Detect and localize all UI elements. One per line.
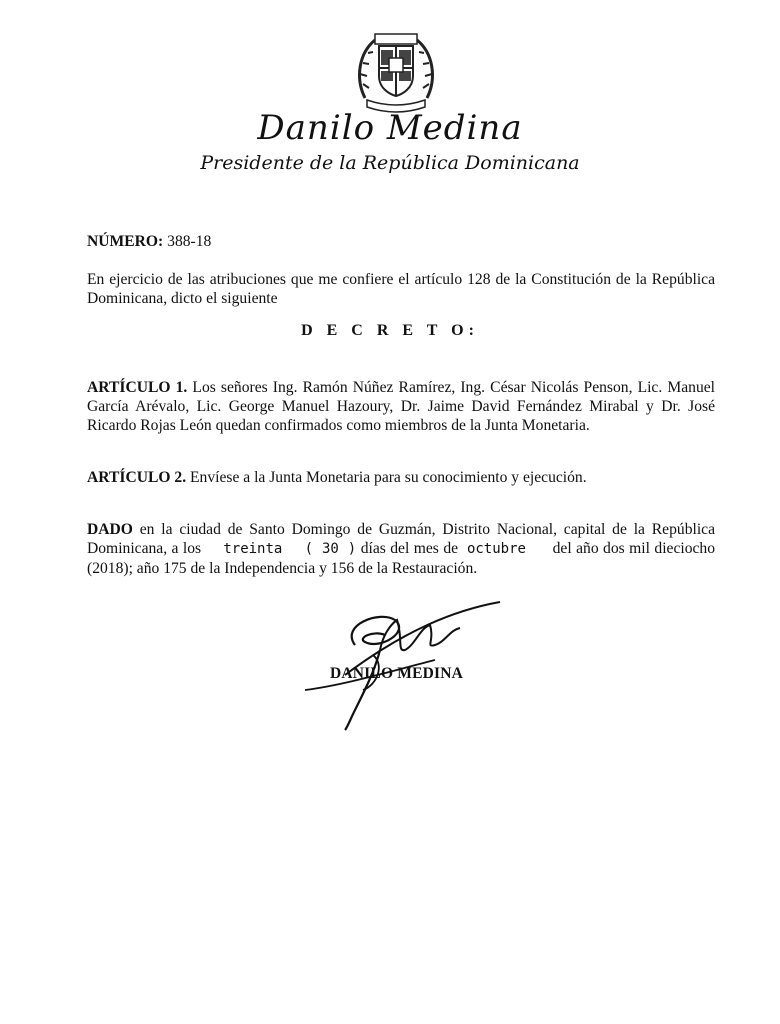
dado-day-number: ( 30 )	[304, 541, 357, 557]
dado-paragraph	[87, 520, 715, 578]
article-2	[87, 468, 715, 487]
president-title-script: Presidente de la República Dominicana	[200, 152, 580, 174]
article-1-text: Los señores Ing. Ramón Núñez Ramírez, Ing. César Nicolás Penson, Lic. Manuel García Arévalo, Lic. George Manuel Hazoury, Dr. Jaime David Fernández Mirabal y Dr. José Ricardo Rojas León quedan confirmados como miembros de la Junta Monetaria.	[87, 379, 715, 434]
article-1	[87, 378, 715, 435]
dado-text-2: días del mes de	[360, 540, 459, 557]
article-2-text: Envíese a la Junta Monetaria para su conocimiento y ejecución.	[190, 469, 587, 486]
dado-day-words: treinta	[223, 541, 283, 557]
coat-of-arms-icon	[355, 28, 437, 116]
dado-label: DADO	[87, 521, 133, 538]
number-label: NÚMERO:	[87, 233, 164, 250]
article-1-label: ARTÍCULO 1.	[87, 379, 188, 396]
decree-number	[87, 232, 715, 251]
dado-month: octubre	[466, 541, 526, 557]
dado-text-3: del año dos mil dieciocho (2018); año 175 de la Independencia y 156 de la Restauración.	[87, 540, 716, 577]
article-2-label: ARTÍCULO 2.	[87, 469, 187, 486]
decreto-heading: D E C R E T O:	[301, 322, 479, 339]
intro-paragraph: En ejercicio de las atribuciones que me confiere el artículo 128 de la Constitución de la República Dominicana, dicto el siguiente	[87, 271, 715, 307]
number-value: 388-18	[167, 233, 212, 250]
signatory-name: DANILO MEDINA	[330, 665, 464, 682]
dado-text-1: en la ciudad de Santo Domingo de Guzmán, Distrito Nacional, capital de la República Dominicana, a los	[87, 521, 715, 557]
president-name-script: Danilo Medina	[257, 108, 523, 148]
